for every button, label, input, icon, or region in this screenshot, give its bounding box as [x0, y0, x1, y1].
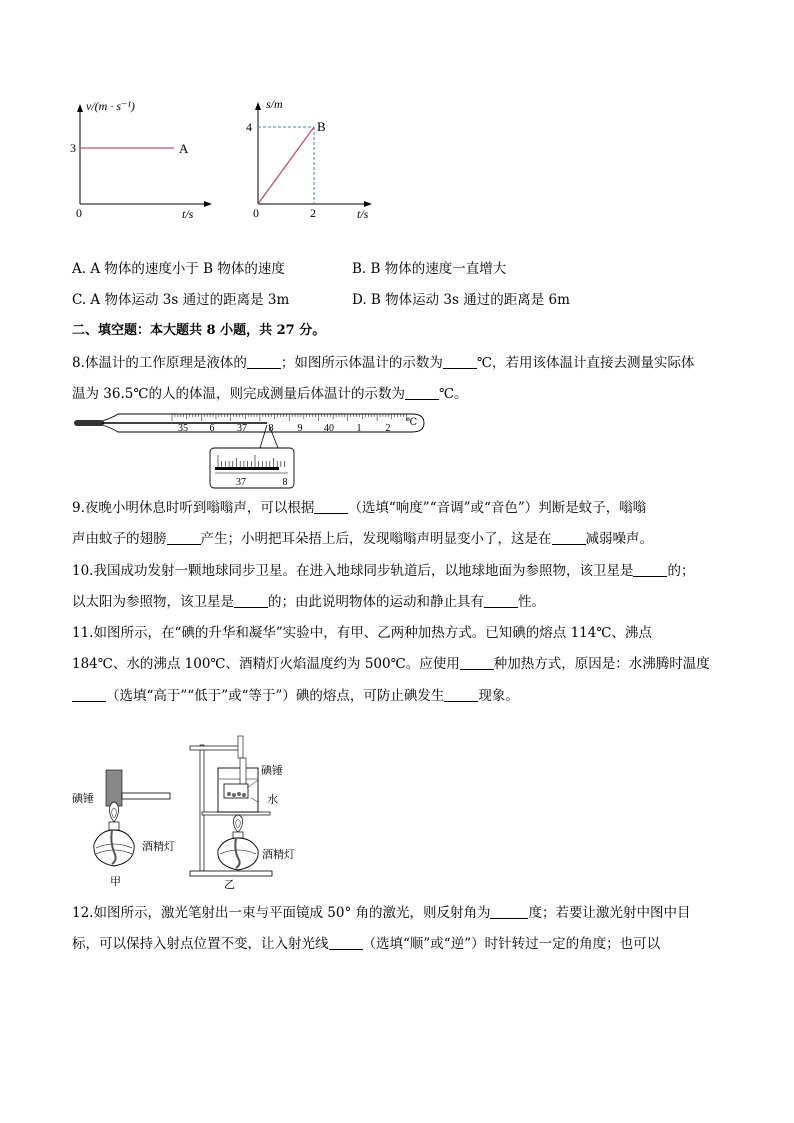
graph-b-line-label: B	[317, 119, 326, 134]
thermo-label: 8	[268, 423, 274, 434]
q11-line-3: （选填“高于”“低于”或“等于”）碘的熔点，可防止碘发生 现象。	[72, 686, 519, 706]
graph-b-distance-line	[258, 127, 314, 204]
graph-b-x-axis-label: t/s	[357, 207, 369, 221]
thermo-label: 35	[178, 423, 188, 434]
thermometer-figure	[72, 410, 432, 494]
graph-b-y-axis-label: s/m	[266, 97, 283, 111]
graph-b-origin: 0	[253, 206, 259, 220]
graph-a-y-axis-label: v/(m · s⁻¹)	[86, 99, 135, 113]
q11-blank-1[interactable]	[460, 655, 494, 670]
q10-blank-1[interactable]	[633, 562, 667, 577]
q12-blank-2[interactable]	[329, 935, 363, 950]
thermometer-unit: ℃	[406, 417, 418, 428]
q11-blank-2[interactable]	[72, 687, 106, 702]
thermo-label: 2	[385, 423, 391, 434]
q12-line-2: 标，可以保持入射点位置不变，让入射光线 （选填“顺”或“逆”）时针转过一定的角度；也可以	[72, 936, 661, 952]
q10-blank-2[interactable]	[234, 593, 268, 608]
q9-blank-2[interactable]	[167, 530, 201, 545]
q8-blank-3[interactable]	[405, 385, 439, 400]
q9-line-2: 声由蚊子的翅膀 产生；小明把耳朵捂上后，发现嗡嗡声明显变小了，这是在 减弱噪声。	[72, 531, 653, 547]
q7-option-b: B. B 物体的速度一直增大	[352, 261, 507, 277]
apparatus-right	[190, 736, 295, 891]
q11-blank-3[interactable]	[444, 687, 478, 702]
graph-b	[244, 96, 384, 226]
q11-line-1: 11.如图所示，在“碘的升华和凝华”实验中，有甲、乙两种加热方式。已知碘的熔点 114℃、沸点	[72, 625, 652, 641]
graph-b-y-tick: 4	[246, 120, 252, 134]
thermo-label: 6	[209, 423, 215, 434]
q8-line-1: 8.体温计的工作原理是液体的 ；如图所示体温计的示数为 ℃，若用该体温计直接去测量实际体	[72, 355, 695, 371]
q9-blank-3[interactable]	[552, 530, 586, 545]
graph-a-line-label: A	[179, 141, 189, 156]
thermo-label: 1	[356, 423, 362, 434]
q8-blank-1[interactable]	[247, 354, 281, 369]
q9-line-1: 9.夜晚小明休息时听到嗡嗡声，可以根据 （选填“响度”“音调”或“音色”）判断是蚊子，嗡嗡	[72, 500, 647, 516]
q12-line-1: 12.如图所示，激光笔射出一束与平面镜成 50° 角的激光，则反射角为 度；若要让激光射中图中目	[72, 905, 691, 921]
apparatus-left	[72, 770, 175, 888]
q7-option-c: C. A 物体运动 3s 通过的距离是 3m	[72, 292, 290, 308]
q8-line-2: 温为 36.5℃的人的体温，则完成测量后体温计的示数为 ℃。	[72, 386, 468, 402]
section-heading: 二、填空题：本大题共 8 小题，共 27 分。	[72, 323, 326, 338]
right-water-label: 水	[267, 794, 278, 806]
sublimation-apparatus-figure	[66, 732, 326, 894]
zoom-label: 8	[282, 477, 288, 488]
q8-blank-2[interactable]	[443, 354, 477, 369]
left-lamp-label: 酒精灯	[142, 841, 175, 853]
q12-blank-1[interactable]	[490, 904, 528, 919]
left-caption: 甲	[110, 876, 121, 888]
q10-line-1: 10.我国成功发射一颗地球同步卫星。在进入地球同步轨道后，以地球地面为参照物，该卫星是 的；	[72, 563, 695, 579]
right-lamp-label: 酒精灯	[262, 849, 295, 861]
thermo-label: 37	[237, 423, 247, 434]
graph-a-x-axis-label: t/s	[182, 207, 194, 221]
graph-a-origin: 0	[76, 206, 82, 220]
q9-blank-1[interactable]	[314, 499, 348, 514]
thermo-label: 40	[324, 423, 334, 434]
right-hammer-label: 碘锤	[261, 765, 283, 777]
thermo-label: 9	[297, 423, 303, 434]
q10-line-2: 以太阳为参照物，该卫星是 的；由此说明物体的运动和静止具有 性。	[72, 594, 545, 610]
right-caption: 乙	[224, 879, 235, 891]
q7-option-d: D. B 物体运动 3s 通过的距离是 6m	[352, 292, 570, 308]
graph-a	[66, 96, 216, 226]
q11-line-2: 184℃、水的沸点 100℃、酒精灯火焰温度约为 500℃。应使用 种加热方式，原因是：水沸腾时温度	[72, 656, 710, 672]
q7-option-a: A. A 物体的速度小于 B 物体的速度	[72, 261, 285, 277]
zoom-label: 37	[236, 477, 246, 488]
q10-blank-3[interactable]	[484, 593, 518, 608]
graph-a-y-tick: 3	[70, 141, 76, 155]
graph-b-x-tick: 2	[310, 206, 316, 220]
left-hammer-label: 碘锤	[72, 793, 94, 805]
